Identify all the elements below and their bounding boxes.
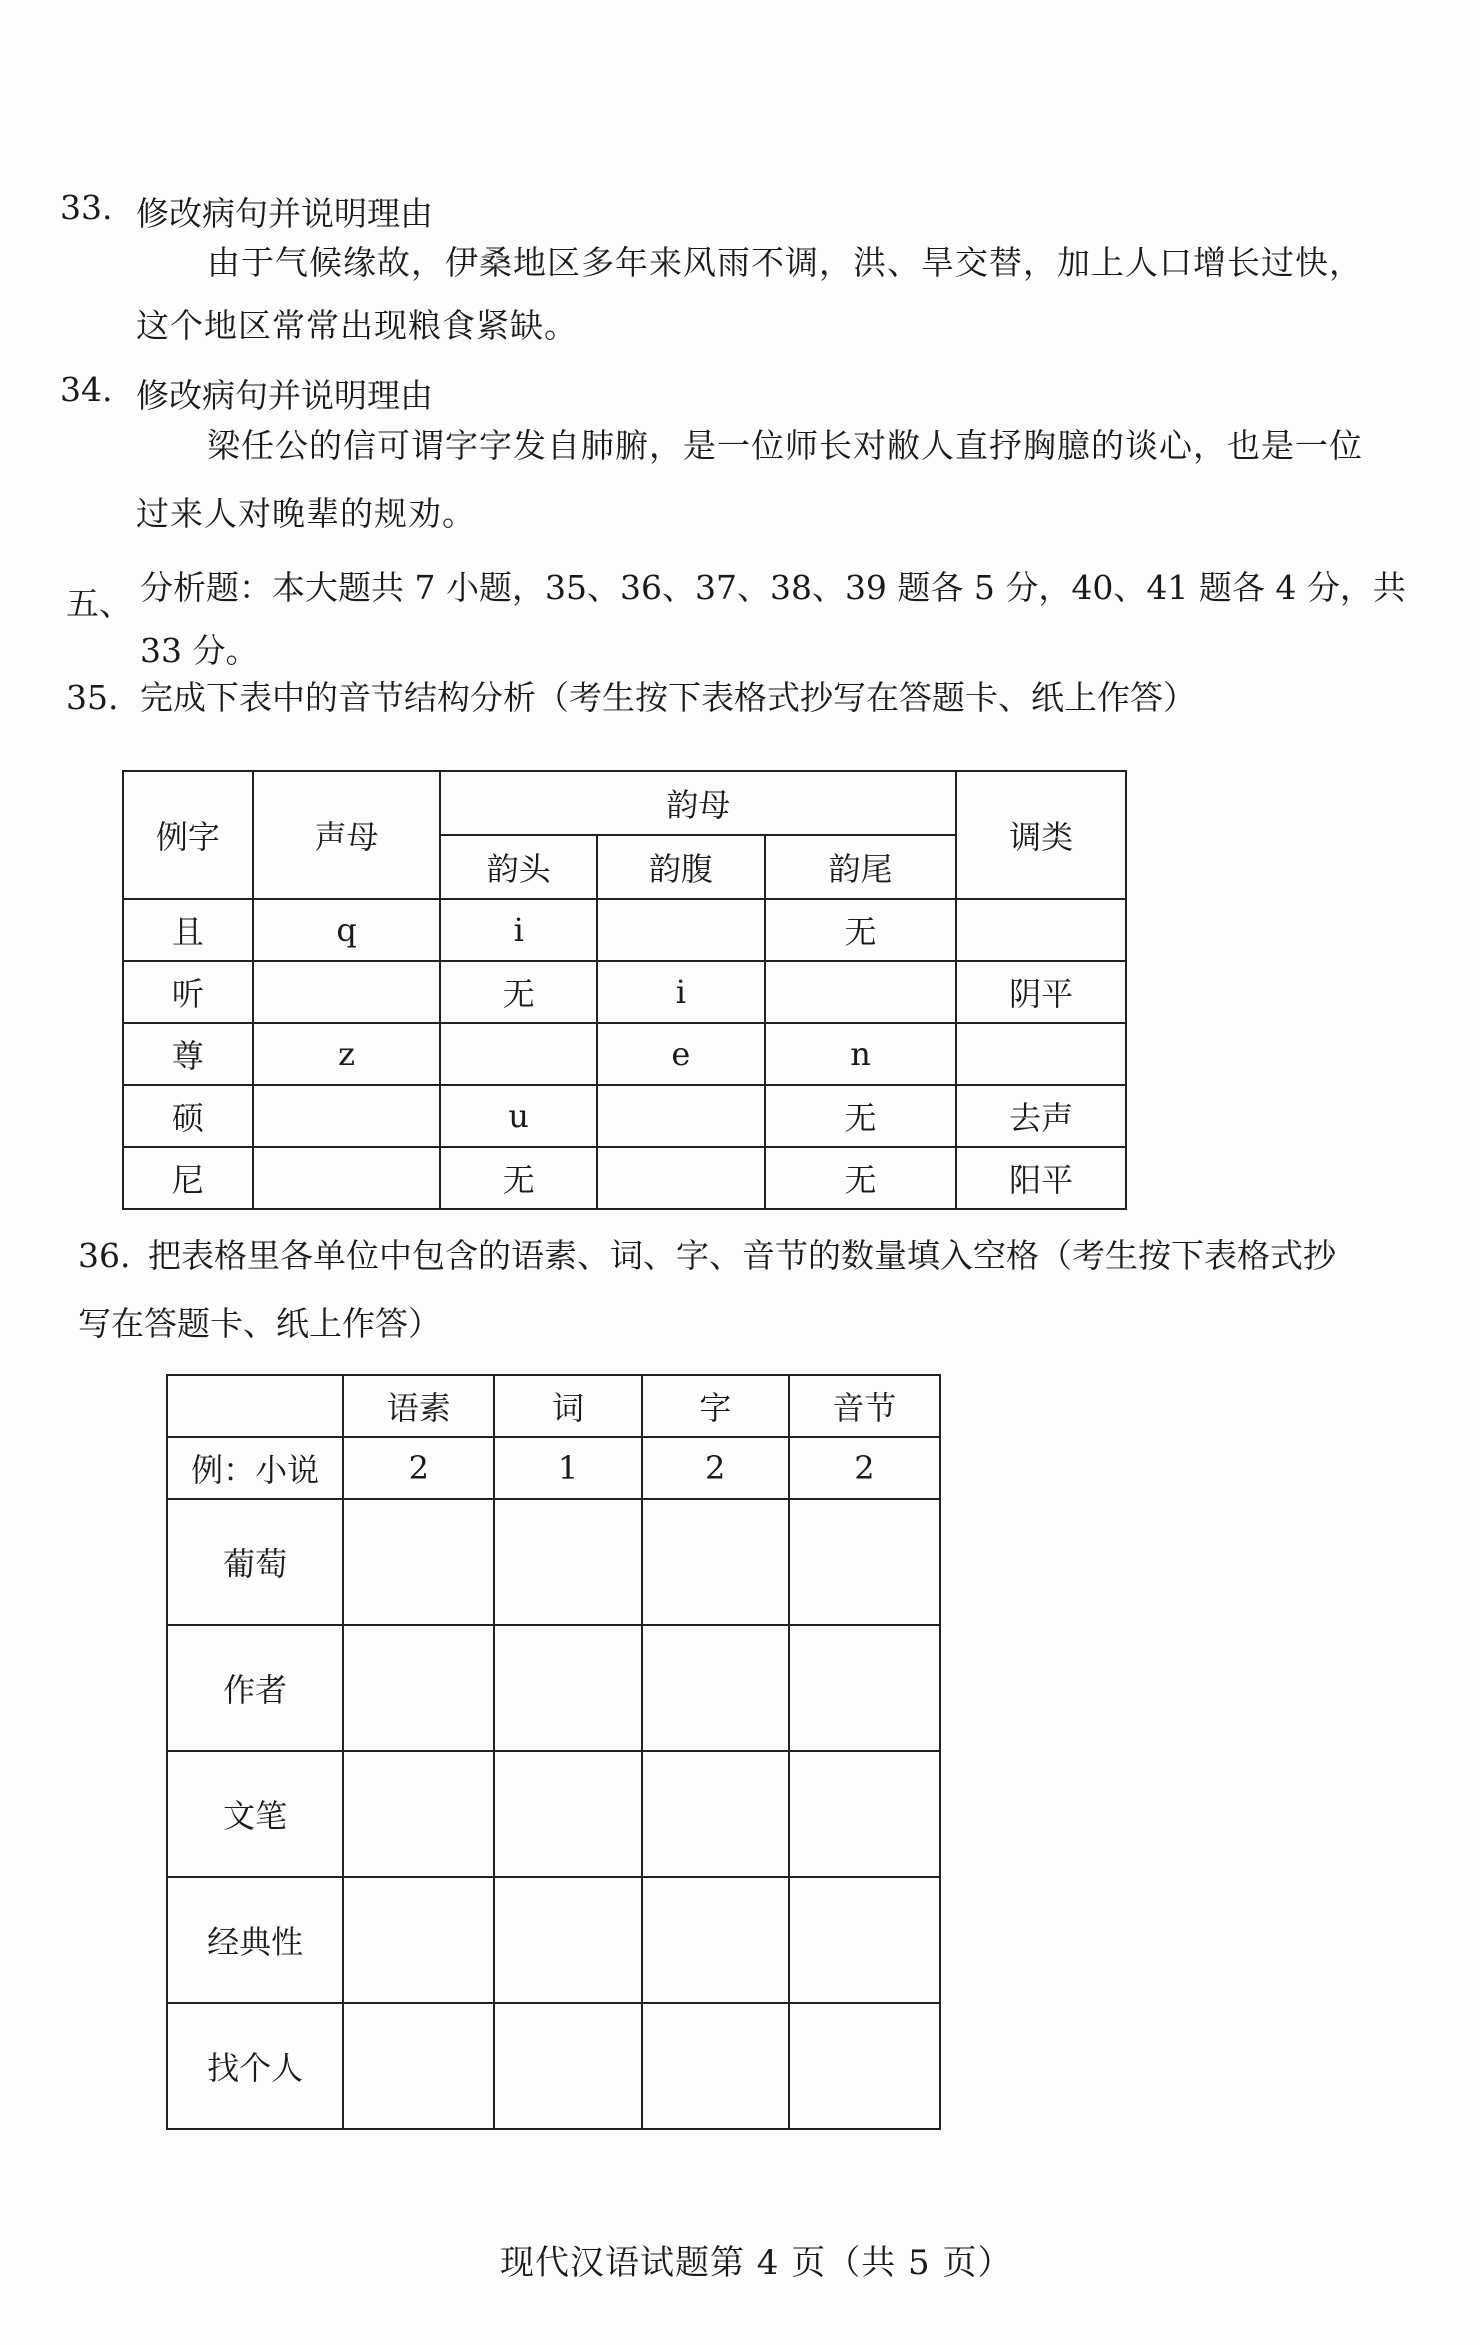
row-char: 硕 [123, 1085, 253, 1147]
answer-cell [789, 1625, 940, 1751]
table-row [123, 1023, 1126, 1085]
section5-line2: 33 分。 [140, 631, 259, 670]
answer-cell [789, 1499, 940, 1625]
q34-sentence-line2: 过来人对晚辈的规劝。 [136, 494, 476, 533]
cell-initial [253, 1085, 441, 1147]
header-ending: 韵尾 [765, 835, 957, 899]
table-row [167, 1499, 940, 1625]
cell-main-vowel [597, 899, 765, 961]
cell-tone [956, 899, 1126, 961]
answer-cell [642, 1877, 789, 2003]
section5-line1: 分析题：本大题共 7 小题，35、36、37、38、39 题各 5 分，40、41 题各 4 分，共 [140, 568, 1406, 607]
table-row [167, 1877, 940, 2003]
answer-cell [343, 1877, 494, 2003]
answer-cell [343, 1499, 494, 1625]
table-row [123, 1085, 1126, 1147]
cell-ending: 无 [765, 899, 957, 961]
cell-tone: 阳平 [956, 1147, 1126, 1209]
cell-initial [253, 961, 441, 1023]
row-label: 找个人 [167, 2003, 343, 2129]
cell-initial: z [253, 1023, 441, 1085]
q33-number: 33. [60, 188, 113, 227]
header-final: 韵母 [440, 771, 956, 835]
header-main-vowel: 韵腹 [597, 835, 765, 899]
q34-number: 34. [60, 370, 113, 409]
example-row [167, 1437, 940, 1499]
header-tone: 调类 [956, 771, 1126, 899]
cell-ending: 无 [765, 1147, 957, 1209]
q36-title-line2: 写在答题卡、纸上作答） [78, 1304, 441, 1343]
q36-table [166, 1374, 941, 2130]
page-footer: 现代汉语试题第 4 页（共 5 页） [500, 2243, 1013, 2283]
cell-medial: 无 [440, 961, 597, 1023]
example-morpheme: 2 [343, 1437, 494, 1499]
answer-cell [789, 2003, 940, 2129]
example-character: 2 [642, 1437, 789, 1499]
header-syllable: 音节 [789, 1375, 940, 1437]
q34-sentence-line1: 梁任公的信可谓字字发自肺腑，是一位师长对敝人直抒胸臆的谈心，也是一位 [207, 426, 1363, 465]
q36-title-line1: 把表格里各单位中包含的语素、词、字、音节的数量填入空格（考生按下表格式抄 [148, 1236, 1336, 1275]
table-row [123, 899, 1126, 961]
table-row [167, 1625, 940, 1751]
section5-label: 五、 [66, 584, 132, 623]
cell-medial [440, 1023, 597, 1085]
row-label: 经典性 [167, 1877, 343, 2003]
cell-ending [765, 961, 957, 1023]
cell-initial [253, 1147, 441, 1209]
header-morpheme: 语素 [343, 1375, 494, 1437]
answer-cell [343, 2003, 494, 2129]
q33-title: 修改病句并说明理由 [136, 194, 433, 233]
cell-medial: i [440, 899, 597, 961]
header-initial: 声母 [253, 771, 441, 899]
header-medial: 韵头 [440, 835, 597, 899]
answer-cell [789, 1751, 940, 1877]
table-row [123, 1147, 1126, 1209]
answer-cell [494, 1751, 641, 1877]
row-char: 且 [123, 899, 253, 961]
answer-cell [494, 1625, 641, 1751]
row-label: 文笔 [167, 1751, 343, 1877]
example-syllable: 2 [789, 1437, 940, 1499]
corner-cell [167, 1375, 343, 1437]
q33-sentence-line1: 由于气候缘故，伊桑地区多年来风雨不调，洪、旱交替，加上人口增长过快， [207, 243, 1363, 282]
answer-cell [494, 1877, 641, 2003]
row-label: 作者 [167, 1625, 343, 1751]
example-label: 例：小说 [167, 1437, 343, 1499]
cell-ending: 无 [765, 1085, 957, 1147]
cell-tone [956, 1023, 1126, 1085]
cell-tone: 去声 [956, 1085, 1126, 1147]
row-char: 尊 [123, 1023, 253, 1085]
row-char: 尼 [123, 1147, 253, 1209]
cell-main-vowel: i [597, 961, 765, 1023]
row-char: 听 [123, 961, 253, 1023]
cell-ending: n [765, 1023, 957, 1085]
q35-number: 35. [66, 678, 119, 717]
q34-title: 修改病句并说明理由 [136, 376, 433, 415]
cell-initial: q [253, 899, 441, 961]
q35-title: 完成下表中的音节结构分析（考生按下表格式抄写在答题卡、纸上作答） [140, 678, 1196, 717]
answer-cell [343, 1751, 494, 1877]
q35-table [122, 770, 1127, 1210]
answer-cell [642, 1751, 789, 1877]
q33-sentence-line2: 这个地区常常出现粮食紧缺。 [136, 306, 578, 345]
header-word: 词 [494, 1375, 641, 1437]
header-character: 字 [642, 1375, 789, 1437]
table-row [167, 2003, 940, 2129]
answer-cell [343, 1625, 494, 1751]
answer-cell [494, 1499, 641, 1625]
table-row [167, 1751, 940, 1877]
answer-cell [642, 2003, 789, 2129]
cell-tone: 阴平 [956, 961, 1126, 1023]
cell-medial: u [440, 1085, 597, 1147]
example-word: 1 [494, 1437, 641, 1499]
cell-main-vowel [597, 1085, 765, 1147]
header-example: 例字 [123, 771, 253, 899]
row-label: 葡萄 [167, 1499, 343, 1625]
answer-cell [642, 1499, 789, 1625]
cell-main-vowel: e [597, 1023, 765, 1085]
q36-number: 36. [78, 1236, 131, 1275]
answer-cell [494, 2003, 641, 2129]
answer-cell [789, 1877, 940, 2003]
answer-cell [642, 1625, 789, 1751]
cell-main-vowel [597, 1147, 765, 1209]
table-row [123, 961, 1126, 1023]
cell-medial: 无 [440, 1147, 597, 1209]
